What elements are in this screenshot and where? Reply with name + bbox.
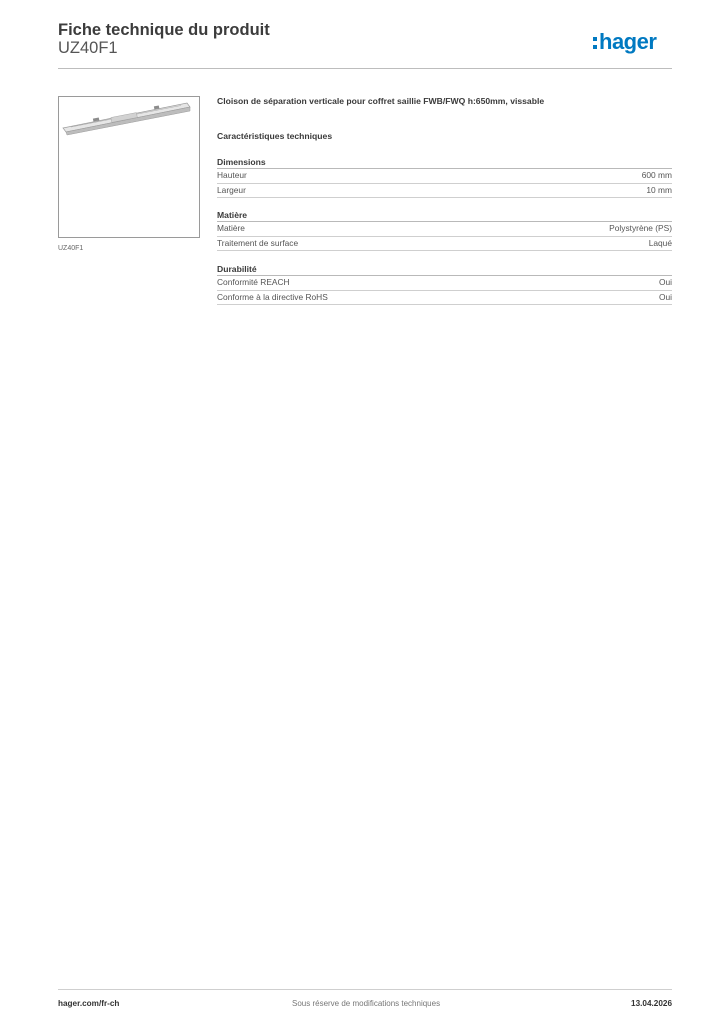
spec-value: Oui [658,277,672,287]
spec-value: 10 mm [646,184,672,195]
hager-logo [592,27,676,57]
spec-value: Oui [658,291,672,302]
product-reference: UZ40F1 [58,39,118,57]
section-title: Dimensions [217,156,672,169]
spec-label: Conformité REACH [217,277,290,287]
section-durability [217,263,672,305]
spec-row [217,276,672,291]
spec-label: Hauteur [217,170,247,180]
spec-row [217,237,672,252]
spec-label: Traitement de surface [217,237,299,248]
tech-specs-heading: Caractéristiques techniques [217,131,333,141]
footer-date: 13.04.2026 [631,999,672,1008]
image-caption: UZ40F1 [58,245,84,252]
spec-label: Matière [217,223,245,233]
product-description: Cloison de séparation verticale pour coffret saillie FWB/FWQ h:650mm, vissable [217,96,545,106]
footer-website: hager.com/fr-ch [58,999,120,1008]
footer-note: Sous réserve de modifications techniques [292,999,441,1008]
spec-value: Polystyrène (PS) [609,223,672,233]
spec-label: Largeur [217,184,246,195]
spec-row [217,169,672,184]
document-title: Fiche technique du produit [58,21,270,39]
header-divider [58,68,672,69]
section-title: Durabilité [217,263,672,276]
spec-value: 600 mm [641,170,672,180]
spec-row [217,184,672,199]
spec-row [217,222,672,237]
section-title: Matière [217,209,672,222]
logo-text: hager [599,29,657,54]
section-dimensions [217,156,672,198]
spec-value: Laqué [648,237,672,248]
product-image-frame [58,96,200,238]
spec-row [217,291,672,306]
footer-divider [58,989,672,990]
product-image [59,97,199,237]
section-material [217,209,672,251]
spec-label: Conforme à la directive RoHS [217,291,328,302]
